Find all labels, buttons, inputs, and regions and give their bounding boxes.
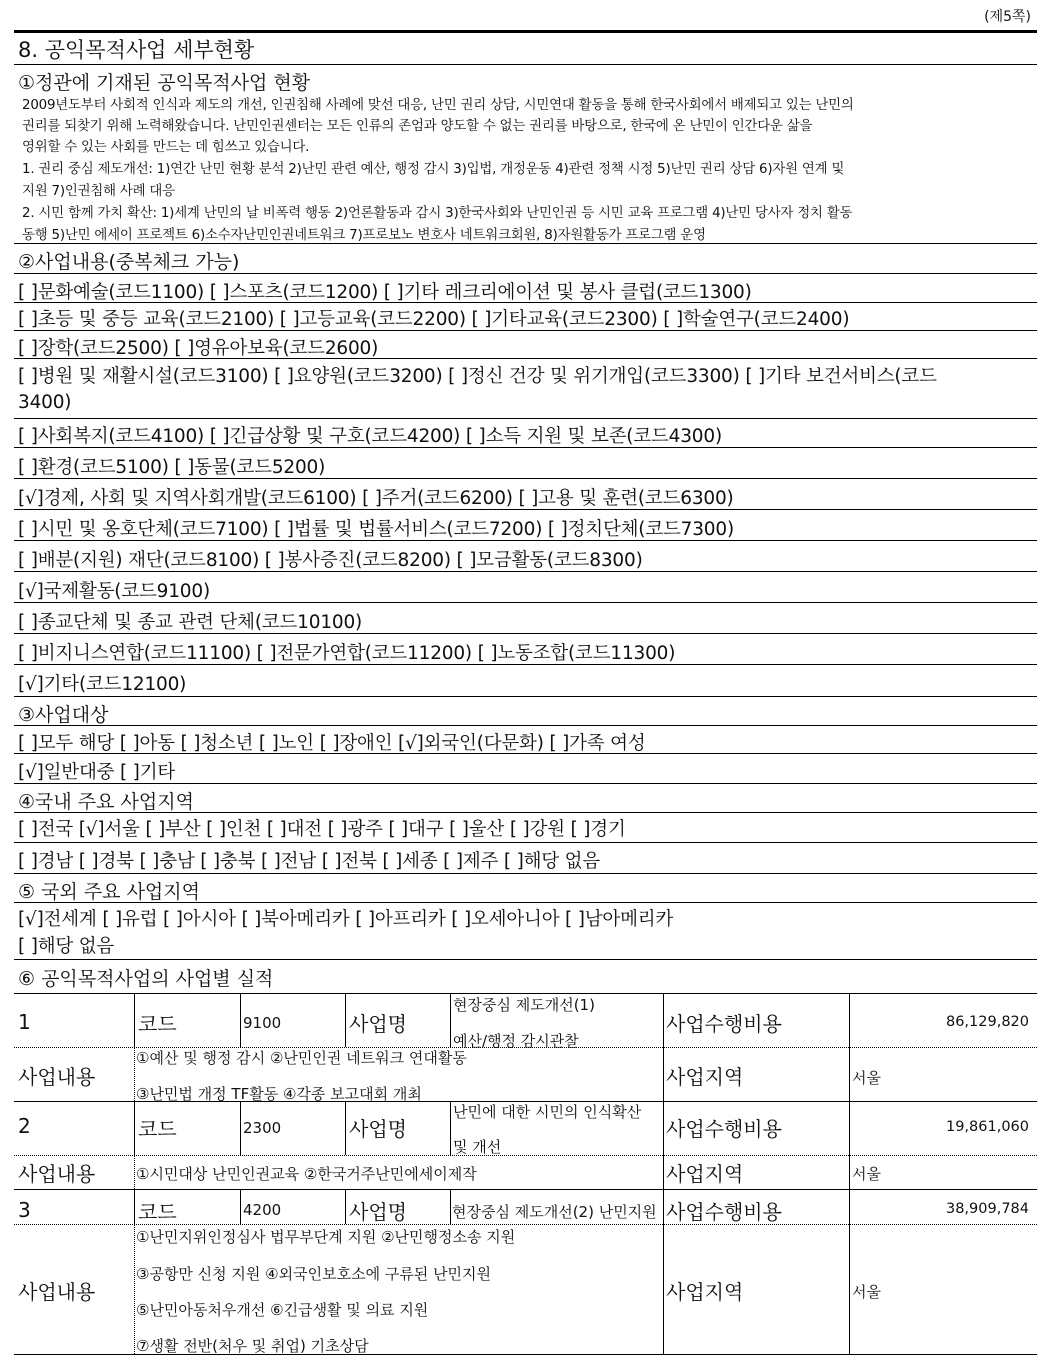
business-type-row: [√]기타(코드12100) (18, 674, 187, 695)
divider (14, 540, 1037, 541)
content-line: ⑤난민아동처우개선 ⑥긴급생활 및 의료 지원 (136, 1301, 429, 1319)
target-row: [√]일반대중 [ ]기타 (18, 762, 176, 783)
divider (14, 753, 1037, 754)
name-label: 사업명 (349, 1200, 407, 1224)
project-name-line: 현장중심 제도개선(1) (453, 996, 595, 1014)
column-divider (134, 1190, 135, 1224)
business-type-row: [√]국제활동(코드9100) (18, 581, 210, 602)
divider (14, 696, 1037, 697)
section1-line: 2. 시민 함께 가치 확산: 1)세계 난민의 날 비폭력 행동 2)언론활동과 감시 3)한국사회와 난민인권 등 시민 교육 프로그램 4)난민 당사자 정치 활동 (22, 206, 853, 221)
page-number: (제5쪽) (984, 9, 1031, 25)
section1-line: 영위할 수 있는 사회를 만드는 데 힘쓰고 있습니다. (22, 140, 310, 155)
row-divider (14, 1224, 1037, 1225)
business-type-row: [ ]사회복지(코드4100) [ ]긴급상황 및 구호(코드4200) [ ]소득 지원 및 보존(코드4300) (18, 426, 722, 447)
divider (14, 478, 1037, 479)
section4-heading: ④국내 주요 사업지역 (18, 791, 194, 813)
column-divider (345, 1102, 346, 1155)
region-label: 사업지역 (666, 1065, 744, 1089)
divider (14, 302, 1037, 303)
divider (14, 842, 1037, 843)
divider (14, 902, 1037, 903)
section6-heading: ⑥ 공익목적사업의 사업별 실적 (18, 968, 274, 990)
divider (14, 273, 1037, 274)
table-bottom-rule (14, 1354, 1037, 1355)
region-value: 서울 (852, 1283, 881, 1301)
divider (14, 783, 1037, 784)
divider (14, 812, 1037, 813)
column-divider (134, 1048, 135, 1101)
domestic-region-row: [ ]전국 [√]서울 [ ]부산 [ ]인천 [ ]대전 [ ]광주 [ ]대구 [ ]울산 [ ]강원 [ ]경기 (18, 819, 626, 840)
cost-label: 사업수행비용 (666, 1200, 782, 1224)
business-type-row: [ ]종교단체 및 종교 관련 단체(코드10100) (18, 612, 363, 633)
section1-heading: ①정관에 기재된 공익목적사업 현황 (18, 72, 311, 94)
column-divider (450, 1102, 451, 1155)
divider (14, 633, 1037, 634)
business-type-row: [√]경제, 사회 및 지역사회개발(코드6100) [ ]주거(코드6200) [ ]고용 및 훈련(코드6300) (18, 488, 734, 509)
section3-heading: ③사업대상 (18, 704, 109, 726)
column-divider (240, 1102, 241, 1155)
column-divider (134, 994, 135, 1047)
section1-line: 2009년도부터 사회적 인식과 제도의 개선, 인권침해 사례에 맞선 대응, 난민 권리 상담, 시민연대 활동을 통해 한국사회에서 배제되고 있는 난민의 (22, 98, 854, 113)
project-number: 3 (18, 1198, 31, 1222)
section1-line: 동행 5)난민 에세이 프로젝트 6)소수자난민인권네트워크 7)프로보노 변호사 네트워크회원, 8)자원활동가 프로그램 운영 (22, 228, 706, 243)
row-divider (14, 1189, 1037, 1190)
column-divider (663, 994, 664, 1101)
divider (14, 358, 1037, 359)
section1-line: 권리를 되찾기 위해 노력해왔습니다. 난민인권센터는 모든 인류의 존엄과 양도할 수 없는 권리를 바탕으로, 한국에 온 난민이 인간다운 삶을 (22, 119, 813, 134)
code-label: 코드 (138, 1200, 177, 1224)
column-divider (450, 994, 451, 1047)
column-divider (450, 1190, 451, 1224)
region-label: 사업지역 (666, 1162, 744, 1186)
business-type-row: [ ]장학(코드2500) [ ]영유아보육(코드2600) (18, 338, 379, 359)
divider (14, 418, 1037, 419)
column-divider (345, 1190, 346, 1224)
code-label: 코드 (138, 1012, 177, 1036)
overseas-region-row: [ ]해당 없음 (18, 936, 115, 957)
divider (14, 330, 1037, 331)
business-type-row: [ ]비지니스연합(코드11100) [ ]전문가연합(코드11200) [ ]노동조합(코드11300) (18, 643, 676, 664)
cost-label: 사업수행비용 (666, 1012, 782, 1036)
column-divider (663, 1102, 664, 1189)
divider (14, 509, 1037, 510)
content-line: ③난민법 개정 TF활동 ④각종 보고대회 개최 (136, 1085, 422, 1103)
column-divider (134, 1102, 135, 1155)
section5-heading: ⑤ 국외 주요 사업지역 (18, 881, 200, 903)
business-type-row: 3400) (18, 392, 72, 413)
cost-value: 19,861,060 (945, 1119, 1029, 1135)
divider (14, 447, 1037, 448)
business-type-row: [ ]문화예술(코드1100) [ ]스포츠(코드1200) [ ]기타 레크리에이션 및 봉사 클럽(코드1300) (18, 282, 752, 303)
divider (14, 64, 1037, 65)
content-label: 사업내용 (18, 1280, 96, 1304)
region-label: 사업지역 (666, 1280, 744, 1304)
column-divider (240, 994, 241, 1047)
divider (14, 243, 1037, 244)
section1-line: 지원 7)인권침해 사례 대응 (22, 184, 175, 199)
content-line: ⑦생활 전반(처우 및 취업) 기초상담 (136, 1337, 369, 1355)
business-type-row: [ ]배분(지원) 재단(코드8100) [ ]봉사증진(코드8200) [ ]모금활동(코드8300) (18, 550, 643, 571)
name-label: 사업명 (349, 1012, 407, 1036)
project-name-line: 및 개선 (453, 1138, 502, 1156)
code-value: 2300 (243, 1119, 282, 1137)
content-line: ①시민대상 난민인권교육 ②한국거주난민에세이제작 (136, 1165, 477, 1183)
column-divider (134, 1156, 135, 1189)
column-divider (849, 1102, 850, 1189)
divider (14, 725, 1037, 726)
target-row: [ ]모두 해당 [ ]아동 [ ]청소년 [ ]노인 [ ]장애인 [√]외국인(다문화) [ ]가족 여성 (18, 733, 646, 754)
column-divider (849, 1190, 850, 1354)
project-name-line: 난민에 대한 시민의 인식확산 (453, 1103, 642, 1121)
content-line: ①난민지위인정심사 법무부단계 지원 ②난민행정소송 지원 (136, 1228, 516, 1246)
business-type-row: [ ]병원 및 재활시설(코드3100) [ ]요양원(코드3200) [ ]정신 건강 및 위기개입(코드3300) [ ]기타 보건서비스(코드 (18, 366, 937, 387)
region-value: 서울 (852, 1069, 881, 1087)
content-label: 사업내용 (18, 1065, 96, 1089)
domestic-region-row: [ ]경남 [ ]경북 [ ]충남 [ ]충북 [ ]전남 [ ]전북 [ ]세종 [ ]제주 [ ]해당 없음 (18, 851, 600, 872)
column-divider (240, 1190, 241, 1224)
column-divider (345, 994, 346, 1047)
business-type-row: [ ]환경(코드5100) [ ]동물(코드5200) (18, 457, 326, 478)
content-line: ③공항만 신청 지원 ④외국인보호소에 구류된 난민지원 (136, 1265, 492, 1283)
row-divider (14, 1155, 1037, 1156)
column-divider (134, 1225, 135, 1354)
region-value: 서울 (852, 1165, 881, 1183)
section1-line: 1. 권리 중심 제도개선: 1)연간 난민 현황 분석 2)난민 관련 예산, 행정 감시 3)입법, 개정운동 4)관련 정책 시정 5)난민 권리 상담 6)자원 연계 및 (22, 162, 845, 177)
cost-value: 86,129,820 (945, 1014, 1029, 1030)
divider (14, 602, 1037, 603)
overseas-region-row: [√]전세계 [ ]유럽 [ ]아시아 [ ]북아메리카 [ ]아프리카 [ ]오세아니아 [ ]남아메리카 (18, 909, 674, 930)
cost-value: 38,909,784 (945, 1201, 1029, 1217)
business-type-row: [ ]시민 및 옹호단체(코드7100) [ ]법률 및 법률서비스(코드7200) [ ]정치단체(코드7300) (18, 519, 734, 540)
content-line: ①예산 및 행정 감시 ②난민인권 네트워크 연대활동 (136, 1049, 467, 1067)
project-number: 1 (18, 1010, 31, 1034)
column-divider (663, 1190, 664, 1354)
top-rule (14, 30, 1037, 33)
page-title: 8. 공익목적사업 세부현황 (18, 38, 255, 62)
column-divider (849, 994, 850, 1101)
code-label: 코드 (138, 1117, 177, 1141)
divider (14, 959, 1037, 960)
code-value: 9100 (243, 1014, 282, 1032)
business-type-row: [ ]초등 및 중등 교육(코드2100) [ ]고등교육(코드2200) [ ]기타교육(코드2300) [ ]학술연구(코드2400) (18, 309, 850, 330)
divider (14, 664, 1037, 665)
section2-heading: ②사업내용(중복체크 가능) (18, 251, 240, 273)
content-label: 사업내용 (18, 1162, 96, 1186)
project-name-line: 현장중심 제도개선(2) 난민지원 (452, 1203, 657, 1221)
cost-label: 사업수행비용 (666, 1117, 782, 1141)
code-value: 4200 (243, 1201, 282, 1219)
name-label: 사업명 (349, 1117, 407, 1141)
divider (14, 873, 1037, 874)
divider (14, 571, 1037, 572)
project-number: 2 (18, 1114, 31, 1138)
project-name-line: 예산/행정 감시관찰 (453, 1032, 579, 1050)
